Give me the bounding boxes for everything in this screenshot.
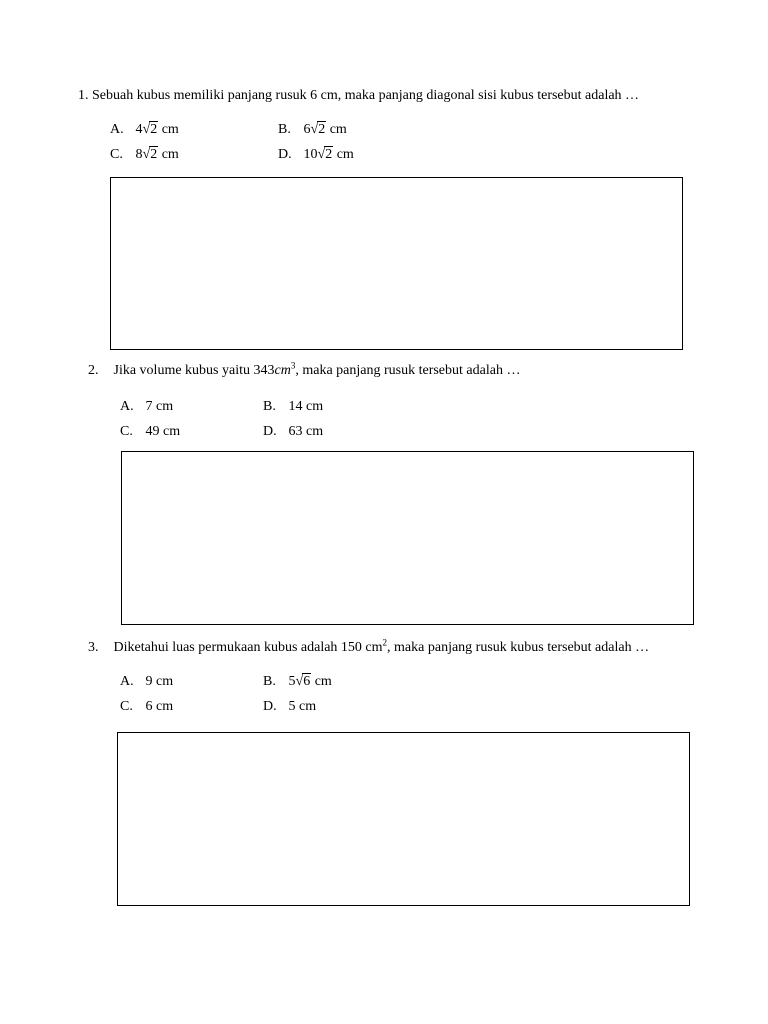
option-letter: C. (120, 424, 133, 439)
question-3-text-before: Diketahui luas permukaan kubus adalah 150 cm (113, 640, 383, 655)
question-3 (88, 637, 650, 656)
answer-box-1[interactable] (110, 177, 683, 350)
sqrt-symbol: √2 (317, 147, 333, 162)
option-letter: B. (263, 674, 276, 689)
question-2-volume: $343cm^3$ (253, 360, 296, 378)
option-letter: C. (110, 147, 123, 162)
question-3-exponent: 2 (382, 637, 388, 648)
question-2-option-a[interactable]: A. 7 cm (120, 399, 174, 414)
question-2-text-after: , maka panjang rusuk tersebut adalah … (295, 363, 521, 378)
option-letter: B. (278, 122, 291, 137)
question-3-number: 3. (88, 640, 99, 655)
question-3-option-c[interactable]: C. 6 cm (120, 699, 174, 714)
sqrt-symbol: √2 (310, 122, 326, 137)
question-1-option-a[interactable]: A. 4√2 cm (110, 122, 179, 137)
question-3-option-d[interactable]: D. 5 cm (263, 699, 317, 714)
option-letter: D. (278, 147, 292, 162)
question-2-number: 2. (88, 363, 99, 378)
option-letter: A. (120, 399, 134, 414)
answer-box-2[interactable] (121, 451, 694, 625)
question-1-option-b[interactable]: B. 6√2 cm (278, 122, 347, 137)
question-1 (78, 88, 639, 104)
question-1-number: 1. (78, 88, 89, 103)
sqrt-symbol: √2 (142, 122, 158, 137)
option-letter: B. (263, 399, 276, 414)
question-2 (88, 360, 521, 379)
option-letter: A. (120, 674, 134, 689)
question-2-option-d[interactable]: D. 63 cm (263, 424, 324, 439)
question-2-option-b[interactable]: B. 14 cm (263, 399, 324, 414)
option-letter: D. (263, 424, 277, 439)
question-3-option-b[interactable]: B. 5√6 cm (263, 674, 332, 689)
option-letter: A. (110, 122, 124, 137)
question-3-option-a[interactable]: A. 9 cm (120, 674, 174, 689)
question-2-text-before: Jika volume kubus yaitu (113, 363, 250, 378)
question-1-text: Sebuah kubus memiliki panjang rusuk 6 cm, maka panjang diagonal sisi kubus tersebut adalah … (92, 88, 640, 103)
answer-box-3[interactable] (117, 732, 690, 906)
question-2-option-c[interactable]: C. 49 cm (120, 424, 181, 439)
sqrt-symbol: √2 (142, 147, 158, 162)
sqrt-symbol: √6 (295, 674, 311, 689)
question-3-text-after: , maka panjang rusuk kubus tersebut adalah … (387, 640, 650, 655)
option-letter: D. (263, 699, 277, 714)
option-letter: C. (120, 699, 133, 714)
question-1-option-d[interactable]: D. 10√2 cm (278, 147, 354, 162)
question-1-option-c[interactable]: C. 8√2 cm (110, 147, 179, 162)
